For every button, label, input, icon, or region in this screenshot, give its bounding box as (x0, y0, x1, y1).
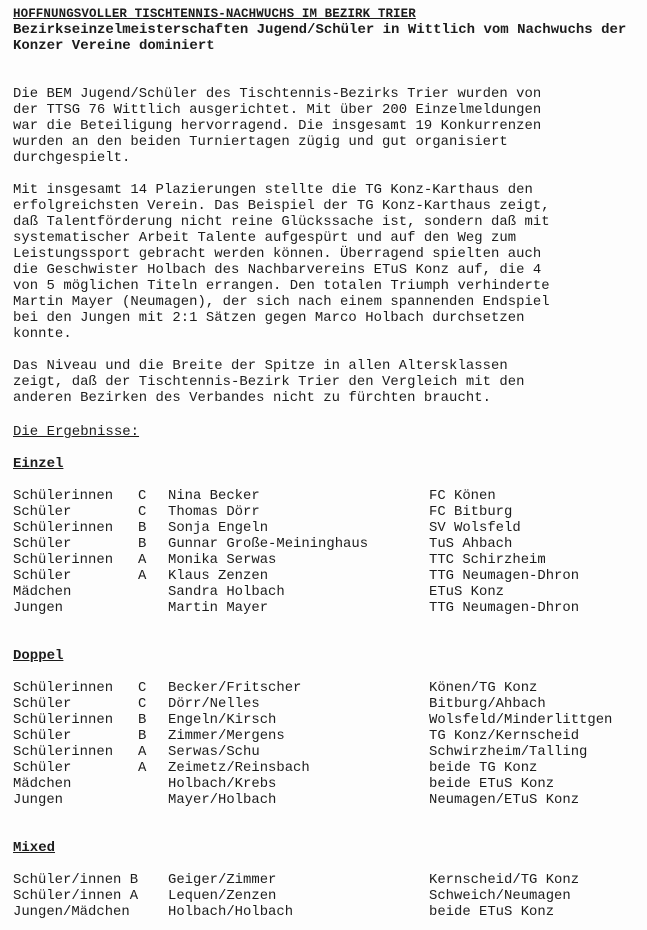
club-cell: FC Könen (429, 488, 496, 504)
class-cell: Schüler/innen A (13, 888, 139, 904)
name-cell: Zimmer/Mergens (168, 728, 285, 744)
name-cell: Becker/Fritscher (168, 680, 302, 696)
table-row (13, 552, 643, 568)
age-cell: A (138, 760, 147, 776)
club-cell: Bitburg/Ahbach (429, 696, 546, 712)
mixed-title: Mixed (13, 840, 56, 856)
table-row (13, 584, 643, 600)
table-row (13, 760, 643, 776)
table-row (13, 872, 643, 888)
class-cell: Schüler (13, 696, 72, 712)
table-row (13, 776, 643, 792)
class-cell: Schüler (13, 760, 72, 776)
table-row (13, 600, 643, 616)
class-cell: Jungen/Mädchen (13, 904, 130, 920)
name-cell: Sonja Engeln (168, 520, 269, 536)
table-row (13, 728, 643, 744)
club-cell: TTG Neumagen-Dhron (429, 600, 580, 616)
paragraph-2: Mit insgesamt 14 Plazierungen stellte die TG Konz-Karthaus den erfolgreichsten Verein. Das Beispiel der TG Konz-Karthaus zeigt, daß Talentförderung nicht reine Glückssache ist, sondern daß mit systematischer Arbeit Talente aufgespürt und auf den Weg zum Leistungssport gebracht werden können. Überragend spielten auch die Geschwister Holbach des Nachbarvereins ETuS Konz auf, die 4 von 5 möglichen Titeln errangen. Den totalen Triumph verhinderte Martin Mayer (Neumagen), der sich nach einem spannenden Endspiel bei den Jungen mit 2:1 Sätzen gegen Marco Holbach durchsetzen konnte. (13, 182, 550, 342)
name-cell: Martin Mayer (168, 600, 269, 616)
class-cell: Schülerinnen (13, 680, 114, 696)
age-cell: C (138, 488, 147, 504)
club-cell: beide ETuS Konz (429, 776, 555, 792)
club-cell: TTG Neumagen-Dhron (429, 568, 580, 584)
einzel-title: Einzel (13, 456, 64, 472)
class-cell: Mädchen (13, 776, 72, 792)
name-cell: Monika Serwas (168, 552, 277, 568)
doppel-table (13, 680, 643, 808)
table-row (13, 680, 643, 696)
class-cell: Schülerinnen (13, 712, 114, 728)
class-cell: Schülerinnen (13, 552, 114, 568)
class-cell: Schülerinnen (13, 744, 114, 760)
table-row (13, 520, 643, 536)
club-cell: SV Wolsfeld (429, 520, 521, 536)
club-cell: Neumagen/ETuS Konz (429, 792, 580, 808)
headline: HOFFNUNGSVOLLER TISCHTENNIS-NACHWUCHS IM BEZIRK TRIER (13, 7, 416, 21)
age-cell: A (138, 552, 147, 568)
paragraph-1: Die BEM Jugend/Schüler des Tischtennis-Bezirks Trier wurden von der TTSG 76 Wittlich ausgerichtet. Mit über 200 Einzelmeldungen war die Beteiligung hervorragend. Die insgesamt 19 Konkurrenzen wurden an den beiden Turniertagen zügig und gut organisiert durchgespielt. (13, 86, 542, 166)
club-cell: Wolsfeld/Minderlittgen (429, 712, 613, 728)
class-cell: Schülerinnen (13, 520, 114, 536)
mixed-table (13, 872, 643, 920)
table-row (13, 744, 643, 760)
club-cell: TuS Ahbach (429, 536, 513, 552)
name-cell: Dörr/Nelles (168, 696, 260, 712)
age-cell: C (138, 504, 147, 520)
table-row (13, 504, 643, 520)
age-cell: B (138, 520, 147, 536)
club-cell: Schweich/Neumagen (429, 888, 571, 904)
table-row (13, 712, 643, 728)
paragraph-3: Das Niveau und die Breite der Spitze in allen Altersklassen zeigt, daß der Tischtennis-Bezirk Trier den Vergleich mit den anderen Bezirken des Verbandes nicht zu fürchten braucht. (13, 358, 525, 406)
age-cell: B (138, 712, 147, 728)
table-row (13, 696, 643, 712)
class-cell: Jungen (13, 600, 64, 616)
age-cell: A (138, 568, 147, 584)
age-cell: A (138, 744, 147, 760)
table-row (13, 488, 643, 504)
name-cell: Thomas Dörr (168, 504, 260, 520)
table-row (13, 888, 643, 904)
class-cell: Schüler (13, 504, 72, 520)
name-cell: Nina Becker (168, 488, 260, 504)
name-cell: Geiger/Zimmer (168, 872, 277, 888)
club-cell: beide ETuS Konz (429, 904, 555, 920)
name-cell: Holbach/Holbach (168, 904, 294, 920)
name-cell: Lequen/Zenzen (168, 888, 277, 904)
class-cell: Schüler/innen B (13, 872, 139, 888)
name-cell: Sandra Holbach (168, 584, 285, 600)
class-cell: Jungen (13, 792, 64, 808)
table-row (13, 792, 643, 808)
table-row (13, 568, 643, 584)
club-cell: ETuS Konz (429, 584, 505, 600)
einzel-table (13, 488, 643, 616)
club-cell: Kernscheid/TG Konz (429, 872, 580, 888)
results-title: Die Ergebnisse: (13, 424, 140, 440)
table-row (13, 904, 643, 920)
club-cell: Schwirzheim/Talling (429, 744, 588, 760)
name-cell: Holbach/Krebs (168, 776, 277, 792)
club-cell: FC Bitburg (429, 504, 513, 520)
name-cell: Mayer/Holbach (168, 792, 277, 808)
subheadline: Bezirkseinzelmeisterschaften Jugend/Schüler in Wittlich vom Nachwuchs der Konzer Vereine dominiert (13, 22, 627, 54)
age-cell: C (138, 680, 147, 696)
club-cell: TTC Schirzheim (429, 552, 546, 568)
class-cell: Schüler (13, 568, 72, 584)
doppel-title: Doppel (13, 648, 64, 664)
class-cell: Mädchen (13, 584, 72, 600)
class-cell: Schüler (13, 728, 72, 744)
table-row (13, 536, 643, 552)
age-cell: B (138, 536, 147, 552)
club-cell: Könen/TG Konz (429, 680, 538, 696)
name-cell: Klaus Zenzen (168, 568, 269, 584)
age-cell: B (138, 728, 147, 744)
name-cell: Engeln/Kirsch (168, 712, 277, 728)
club-cell: beide TG Konz (429, 760, 538, 776)
name-cell: Gunnar Große-Meininghaus (168, 536, 369, 552)
name-cell: Zeimetz/Reinsbach (168, 760, 310, 776)
class-cell: Schülerinnen (13, 488, 114, 504)
name-cell: Serwas/Schu (168, 744, 260, 760)
club-cell: TG Konz/Kernscheid (429, 728, 580, 744)
age-cell: C (138, 696, 147, 712)
class-cell: Schüler (13, 536, 72, 552)
